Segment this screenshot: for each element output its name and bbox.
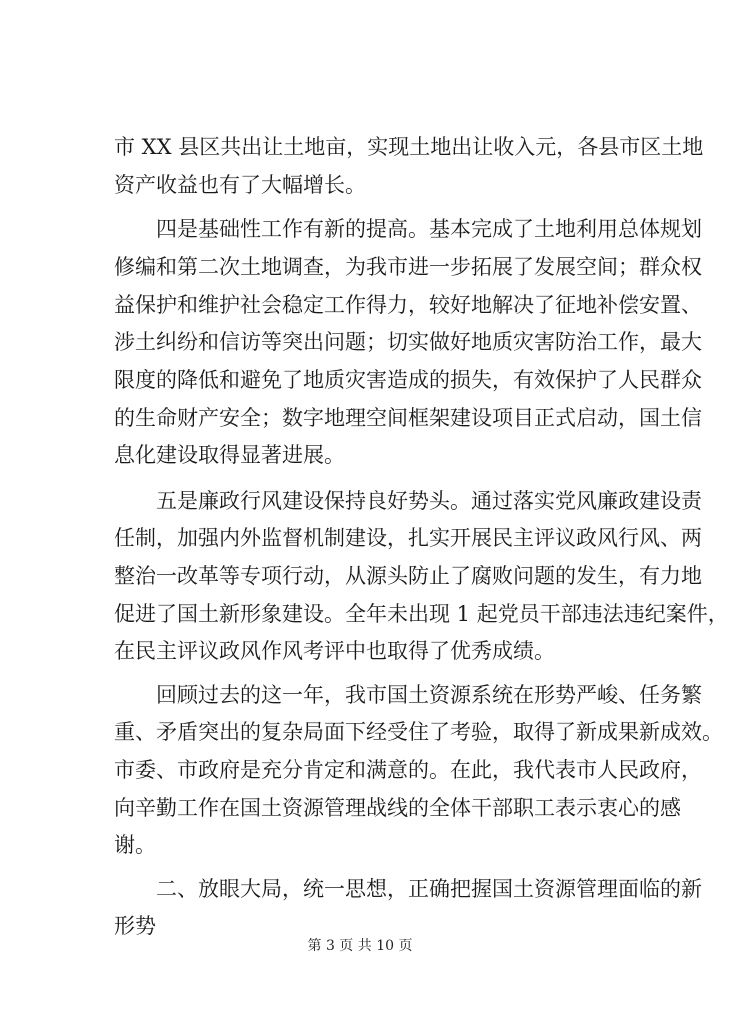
text-line: 谢。: [114, 833, 156, 857]
paragraph-first-line: 回顾过去的这一年，我市国土资源系统在形势严峻、任务繁: [156, 683, 702, 707]
page-footer: 第 3 页 共 10 页: [307, 938, 413, 954]
section-heading-line: 形势: [114, 914, 156, 938]
paragraph-first-line: 五是廉政行风建设保持良好势头。通过落实党风廉政建设责: [156, 489, 702, 513]
text-line: 在民主评议政风作风考评中也取得了优秀成绩。: [114, 639, 555, 663]
text-line: 修编和第二次土地调查，为我市进一步拓展了发展空间；群众权: [114, 255, 702, 279]
text-line: 限度的降低和避免了地质灾害造成的损失，有效保护了人民群众: [114, 368, 702, 392]
text-line: 资产收益也有了大幅增长。: [114, 173, 366, 197]
text-line: 市委、市政府是充分肯定和满意的。在此，我代表市人民政府，: [114, 758, 702, 782]
text-line: 向辛勤工作在国土资源管理战线的全体干部职工表示衷心的感: [114, 796, 681, 820]
text-line: 的生命财产安全；数字地理空间框架建设项目正式启动，国土信: [114, 406, 702, 430]
text-line: 益保护和维护社会稳定工作得力，较好地解决了征地补偿安置、: [114, 293, 702, 317]
paragraph-first-line: 四是基础性工作有新的提高。基本完成了土地利用总体规划: [156, 217, 702, 241]
text-line: 涉土纠纷和信访等突出问题；切实做好地质灾害防治工作，最大: [114, 330, 702, 354]
text-line: 市 XX 县区共出让土地亩，实现土地出让收入元，各县市区土地: [114, 135, 704, 159]
text-line: 整治一改革等专项行动，从源头防止了腐败问题的发生，有力地: [114, 564, 702, 588]
section-heading-line: 二、放眼大局，统一思想，正确把握国土资源管理面临的新: [156, 877, 702, 901]
text-line: 任制，加强内外监督机制建设，扎实开展民主评议政风行风、两: [114, 526, 702, 550]
text-line: 息化建设取得显著进展。: [114, 443, 345, 467]
text-line: 重、矛盾突出的复杂局面下经受住了考验，取得了新成果新成效。: [114, 720, 723, 744]
text-line: 促进了国土新形象建设。全年未出现 1 起党员干部违法违纪案件，: [114, 602, 729, 626]
